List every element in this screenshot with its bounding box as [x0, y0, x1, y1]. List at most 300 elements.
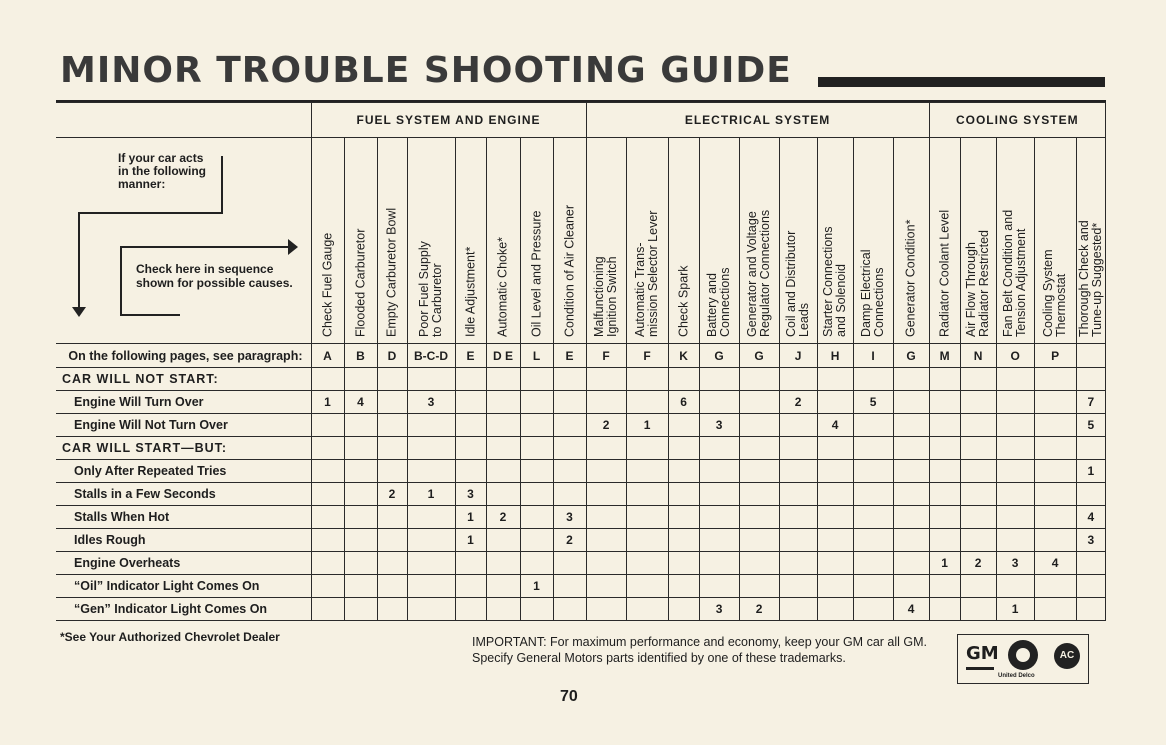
sequence-cell — [520, 414, 553, 437]
sequence-cell — [626, 552, 668, 575]
sequence-cell — [853, 483, 893, 506]
table-row — [56, 391, 1106, 414]
sequence-cell — [407, 529, 455, 552]
sequence-cell — [455, 437, 486, 460]
sequence-cell — [1034, 575, 1076, 598]
sequence-cell — [817, 529, 853, 552]
sequence-cell — [1034, 483, 1076, 506]
sequence-cell — [853, 414, 893, 437]
sequence-cell — [377, 460, 407, 483]
sequence-cell — [739, 506, 779, 529]
column-header — [344, 138, 377, 344]
table-row — [56, 552, 1106, 575]
sequence-cell — [344, 437, 377, 460]
table-row — [56, 529, 1106, 552]
column-header — [455, 138, 486, 344]
sequence-cell: 2 — [960, 552, 996, 575]
sequence-cell — [586, 483, 626, 506]
important-note: IMPORTANT: For maximum performance and economy, keep your GM car all GM. Specify General Motors parts identified by one of these trademarks. — [472, 635, 927, 665]
sequence-cell — [929, 483, 960, 506]
sequence-cell: 3 — [455, 483, 486, 506]
column-header-label: Generator Condition* — [903, 219, 918, 337]
paragraph-cell: H — [817, 344, 853, 368]
sequence-cell — [1076, 552, 1105, 575]
paragraph-cell: K — [668, 344, 699, 368]
gm-logo: GM — [966, 643, 994, 670]
sequence-cell — [377, 437, 407, 460]
instruction-line — [78, 212, 223, 214]
paragraph-row-label: On the following pages, see paragraph: — [56, 344, 311, 368]
sequence-cell — [960, 529, 996, 552]
sequence-cell — [311, 529, 344, 552]
column-header — [996, 138, 1034, 344]
column-header-row — [56, 138, 1106, 344]
sequence-cell — [455, 414, 486, 437]
sequence-cell — [893, 552, 929, 575]
sequence-cell — [311, 598, 344, 621]
sequence-cell — [668, 368, 699, 391]
sequence-cell — [344, 598, 377, 621]
sequence-cell — [1034, 529, 1076, 552]
sequence-cell — [699, 552, 739, 575]
sequence-cell — [520, 598, 553, 621]
sequence-cell — [699, 368, 739, 391]
sequence-cell — [311, 460, 344, 483]
column-header — [1076, 138, 1105, 344]
sequence-cell — [486, 598, 520, 621]
sequence-cell — [893, 575, 929, 598]
sequence-cell — [486, 529, 520, 552]
sequence-cell — [817, 506, 853, 529]
sequence-cell — [699, 460, 739, 483]
column-header-label: Battery and Connections — [705, 267, 733, 337]
sequence-cell — [699, 391, 739, 414]
instruction-bottom: Check here in sequence shown for possible causes. — [136, 262, 293, 290]
sequence-cell: 3 — [699, 598, 739, 621]
symptom-label: “Oil” Indicator Light Comes On — [56, 575, 311, 598]
sequence-cell — [817, 460, 853, 483]
group-cooling-system: COOLING SYSTEM — [929, 103, 1105, 138]
section-row — [56, 437, 1106, 460]
column-header-label: Radiator Coolant Level — [937, 209, 952, 337]
sequence-cell: 2 — [586, 414, 626, 437]
paragraph-cell: F — [626, 344, 668, 368]
sequence-cell — [853, 598, 893, 621]
column-header — [893, 138, 929, 344]
sequence-cell — [779, 460, 817, 483]
paragraph-cell: G — [699, 344, 739, 368]
symptom-label: Engine Overheats — [56, 552, 311, 575]
sequence-cell — [853, 529, 893, 552]
column-header-label: Automatic Trans- mission Selector Lever — [633, 210, 661, 337]
column-header — [586, 138, 626, 344]
column-header — [553, 138, 586, 344]
arrow-right-icon — [288, 239, 298, 255]
sequence-cell — [377, 506, 407, 529]
sequence-cell — [626, 575, 668, 598]
sequence-cell — [960, 437, 996, 460]
symptom-label: Engine Will Turn Over — [56, 391, 311, 414]
paragraph-cell: E — [455, 344, 486, 368]
sequence-cell — [739, 460, 779, 483]
sequence-cell — [893, 391, 929, 414]
table-row — [56, 414, 1106, 437]
sequence-cell — [586, 368, 626, 391]
sequence-cell — [553, 575, 586, 598]
sequence-cell — [853, 506, 893, 529]
column-header-label: Air Flow Through Radiator Restricted — [964, 230, 992, 337]
column-header — [668, 138, 699, 344]
sequence-cell — [486, 552, 520, 575]
sequence-cell — [929, 414, 960, 437]
sequence-cell — [929, 391, 960, 414]
sequence-cell — [626, 529, 668, 552]
sequence-cell — [996, 437, 1034, 460]
sequence-cell: 2 — [553, 529, 586, 552]
column-header-label: Oil Level and Pressure — [529, 210, 543, 337]
sequence-cell — [377, 598, 407, 621]
section-row — [56, 368, 1106, 391]
sequence-cell — [586, 529, 626, 552]
sequence-cell — [486, 391, 520, 414]
sequence-cell — [520, 368, 553, 391]
sequence-cell — [553, 414, 586, 437]
sequence-cell — [779, 414, 817, 437]
sequence-cell: 3 — [699, 414, 739, 437]
paragraph-cell: P — [1034, 344, 1076, 368]
column-header — [853, 138, 893, 344]
column-header-label: Automatic Choke* — [495, 236, 510, 337]
sequence-cell — [853, 368, 893, 391]
sequence-cell — [996, 483, 1034, 506]
column-header-label: Poor Fuel Supply to Carburetor — [417, 241, 444, 337]
column-header — [929, 138, 960, 344]
instruction-cell — [56, 138, 311, 344]
sequence-cell — [626, 483, 668, 506]
sequence-cell — [668, 506, 699, 529]
column-header-label: Malfunctioning Ignition Switch — [592, 256, 620, 337]
sequence-cell: 2 — [779, 391, 817, 414]
sequence-cell — [668, 598, 699, 621]
sequence-cell — [344, 529, 377, 552]
united-delco-label: United Delco — [998, 673, 1035, 679]
sequence-cell: 3 — [553, 506, 586, 529]
sequence-cell — [455, 460, 486, 483]
sequence-cell — [929, 460, 960, 483]
sequence-cell — [996, 391, 1034, 414]
sequence-cell — [626, 437, 668, 460]
sequence-cell — [779, 506, 817, 529]
paragraph-cell: O — [996, 344, 1034, 368]
sequence-cell — [960, 368, 996, 391]
page-number: 70 — [560, 688, 578, 705]
sequence-cell: 4 — [1034, 552, 1076, 575]
instruction-line — [221, 156, 223, 214]
sequence-cell — [486, 460, 520, 483]
sequence-cell — [377, 368, 407, 391]
sequence-cell — [1076, 368, 1105, 391]
sequence-cell: 1 — [929, 552, 960, 575]
sequence-cell — [455, 552, 486, 575]
sequence-cell — [407, 506, 455, 529]
sequence-cell — [311, 414, 344, 437]
sequence-cell — [996, 529, 1034, 552]
sequence-cell — [344, 368, 377, 391]
section-label: CAR WILL START—BUT: — [56, 437, 311, 460]
sequence-cell — [668, 437, 699, 460]
sequence-cell: 1 — [311, 391, 344, 414]
sequence-cell: 5 — [853, 391, 893, 414]
sequence-cell — [893, 483, 929, 506]
sequence-cell — [1034, 598, 1076, 621]
sequence-cell — [853, 460, 893, 483]
sequence-cell: 4 — [893, 598, 929, 621]
troubleshooting-table — [56, 102, 1106, 621]
sequence-cell — [779, 483, 817, 506]
column-header — [520, 138, 553, 344]
sequence-cell — [739, 552, 779, 575]
paragraph-cell — [1076, 344, 1105, 368]
sequence-cell — [486, 483, 520, 506]
sequence-cell — [853, 437, 893, 460]
sequence-cell — [626, 368, 668, 391]
sequence-cell: 4 — [817, 414, 853, 437]
sequence-cell — [1076, 575, 1105, 598]
paragraph-cell: L — [520, 344, 553, 368]
sequence-cell — [626, 391, 668, 414]
sequence-cell — [311, 483, 344, 506]
sequence-cell — [455, 368, 486, 391]
sequence-cell — [344, 552, 377, 575]
sequence-cell — [553, 391, 586, 414]
sequence-cell — [668, 575, 699, 598]
sequence-cell — [311, 368, 344, 391]
column-header-label: Idle Adjustment* — [463, 246, 477, 337]
column-header-label: Check Fuel Gauge — [320, 232, 334, 337]
sequence-cell — [553, 552, 586, 575]
sequence-cell — [520, 552, 553, 575]
paragraph-cell: D E — [486, 344, 520, 368]
sequence-cell — [668, 483, 699, 506]
sequence-cell — [893, 529, 929, 552]
sequence-cell — [377, 552, 407, 575]
sequence-cell — [960, 506, 996, 529]
table-row — [56, 506, 1106, 529]
sequence-cell — [626, 506, 668, 529]
sequence-cell — [996, 460, 1034, 483]
arrow-down-icon — [72, 307, 86, 317]
instruction-line — [78, 212, 80, 307]
page-title: MINOR TROUBLE SHOOTING GUIDE — [60, 50, 792, 91]
sequence-cell — [407, 552, 455, 575]
paragraph-cell: N — [960, 344, 996, 368]
sequence-cell — [739, 368, 779, 391]
sequence-cell — [739, 529, 779, 552]
sequence-cell — [668, 460, 699, 483]
sequence-cell — [586, 460, 626, 483]
sequence-cell — [960, 575, 996, 598]
sequence-cell — [486, 414, 520, 437]
column-header — [486, 138, 520, 344]
sequence-cell — [893, 506, 929, 529]
sequence-cell — [520, 391, 553, 414]
sequence-cell — [311, 552, 344, 575]
sequence-cell — [817, 575, 853, 598]
title-rule — [818, 77, 1105, 87]
sequence-cell — [486, 575, 520, 598]
sequence-cell: 3 — [407, 391, 455, 414]
sequence-cell — [486, 368, 520, 391]
column-header-label: Damp Electrical Connections — [859, 249, 887, 337]
sequence-cell — [817, 598, 853, 621]
column-header — [817, 138, 853, 344]
sequence-cell — [779, 437, 817, 460]
sequence-cell — [893, 414, 929, 437]
sequence-cell — [344, 460, 377, 483]
sequence-cell — [960, 460, 996, 483]
sequence-cell — [817, 437, 853, 460]
column-header-label: Flooded Carburetor — [353, 228, 367, 337]
sequence-cell — [407, 437, 455, 460]
column-header-label: Fan Belt Condition and Tension Adjustment — [1001, 209, 1029, 337]
sequence-cell — [853, 552, 893, 575]
sequence-cell — [586, 506, 626, 529]
instruction-line — [120, 314, 180, 316]
sequence-cell — [779, 529, 817, 552]
column-header-label: Cooling System Thermostat — [1041, 249, 1069, 337]
column-header-label: Thorough Check and Tune-up Suggested* — [1076, 220, 1104, 337]
sequence-cell — [553, 437, 586, 460]
sequence-cell — [929, 506, 960, 529]
sequence-cell — [739, 391, 779, 414]
sequence-cell — [739, 414, 779, 437]
sequence-cell — [311, 575, 344, 598]
column-header — [626, 138, 668, 344]
sequence-cell — [779, 368, 817, 391]
sequence-cell — [817, 552, 853, 575]
footnote: *See Your Authorized Chevrolet Dealer — [60, 630, 280, 644]
sequence-cell — [668, 552, 699, 575]
section-label: CAR WILL NOT START: — [56, 368, 311, 391]
sequence-cell: 5 — [1076, 414, 1105, 437]
sequence-cell — [407, 414, 455, 437]
sequence-cell — [929, 437, 960, 460]
sequence-cell: 2 — [377, 483, 407, 506]
sequence-cell — [344, 414, 377, 437]
sequence-cell — [455, 391, 486, 414]
sequence-cell — [377, 575, 407, 598]
paragraph-cell: M — [929, 344, 960, 368]
sequence-cell — [626, 598, 668, 621]
sequence-cell: 6 — [668, 391, 699, 414]
sequence-cell: 4 — [1076, 506, 1105, 529]
sequence-cell — [929, 598, 960, 621]
sequence-cell — [1034, 414, 1076, 437]
sequence-cell — [929, 529, 960, 552]
sequence-cell: 2 — [486, 506, 520, 529]
sequence-cell — [853, 575, 893, 598]
sequence-cell — [586, 437, 626, 460]
sequence-cell — [893, 437, 929, 460]
sequence-cell — [779, 575, 817, 598]
sequence-cell — [344, 506, 377, 529]
sequence-cell: 1 — [626, 414, 668, 437]
column-header — [960, 138, 996, 344]
sequence-cell — [520, 529, 553, 552]
sequence-cell: 1 — [520, 575, 553, 598]
table-row — [56, 575, 1106, 598]
sequence-cell — [520, 483, 553, 506]
sequence-cell — [586, 575, 626, 598]
paragraph-cell: D — [377, 344, 407, 368]
sequence-cell — [1034, 391, 1076, 414]
sequence-cell — [699, 506, 739, 529]
sequence-cell — [929, 368, 960, 391]
paragraph-cell: I — [853, 344, 893, 368]
sequence-cell — [817, 483, 853, 506]
sequence-cell — [377, 414, 407, 437]
instruction-top: If your car acts in the following manner: — [118, 151, 206, 191]
sequence-cell: 7 — [1076, 391, 1105, 414]
group-header-row — [56, 103, 1106, 138]
ac-logo: AC — [1054, 643, 1080, 669]
sequence-cell — [1076, 598, 1105, 621]
sequence-cell — [739, 437, 779, 460]
sequence-cell — [377, 529, 407, 552]
sequence-cell — [893, 368, 929, 391]
sequence-cell: 1 — [407, 483, 455, 506]
sequence-cell — [1034, 437, 1076, 460]
sequence-cell: 1 — [455, 506, 486, 529]
sequence-cell: 4 — [344, 391, 377, 414]
sequence-cell — [668, 414, 699, 437]
sequence-cell — [996, 506, 1034, 529]
column-header — [407, 138, 455, 344]
paragraph-cell: F — [586, 344, 626, 368]
symptom-label: Only After Repeated Tries — [56, 460, 311, 483]
sequence-cell — [520, 460, 553, 483]
sequence-cell — [779, 598, 817, 621]
paragraph-cell: J — [779, 344, 817, 368]
sequence-cell — [553, 483, 586, 506]
column-header-label: Condition of Air Cleaner — [562, 204, 577, 337]
paragraph-cell: G — [739, 344, 779, 368]
sequence-cell: 3 — [1076, 529, 1105, 552]
sequence-cell — [407, 460, 455, 483]
sequence-cell — [996, 575, 1034, 598]
sequence-cell — [455, 598, 486, 621]
sequence-cell — [407, 575, 455, 598]
sequence-cell — [1076, 483, 1105, 506]
table-row — [56, 598, 1106, 621]
sequence-cell — [344, 483, 377, 506]
sequence-cell — [407, 368, 455, 391]
group-electrical-system: ELECTRICAL SYSTEM — [586, 103, 929, 138]
trademark-logos — [957, 634, 1089, 684]
instruction-line — [120, 246, 122, 316]
column-header-label: Generator and Voltage Regulator Connections — [745, 209, 773, 337]
sequence-cell — [699, 529, 739, 552]
sequence-cell — [817, 368, 853, 391]
sequence-cell — [553, 368, 586, 391]
sequence-cell — [520, 437, 553, 460]
sequence-cell: 1 — [1076, 460, 1105, 483]
sequence-cell — [779, 552, 817, 575]
paragraph-cell: B-C-D — [407, 344, 455, 368]
column-header-label: Starter Connections and Solenoid — [821, 226, 849, 337]
sequence-cell — [699, 483, 739, 506]
sequence-cell — [1034, 368, 1076, 391]
